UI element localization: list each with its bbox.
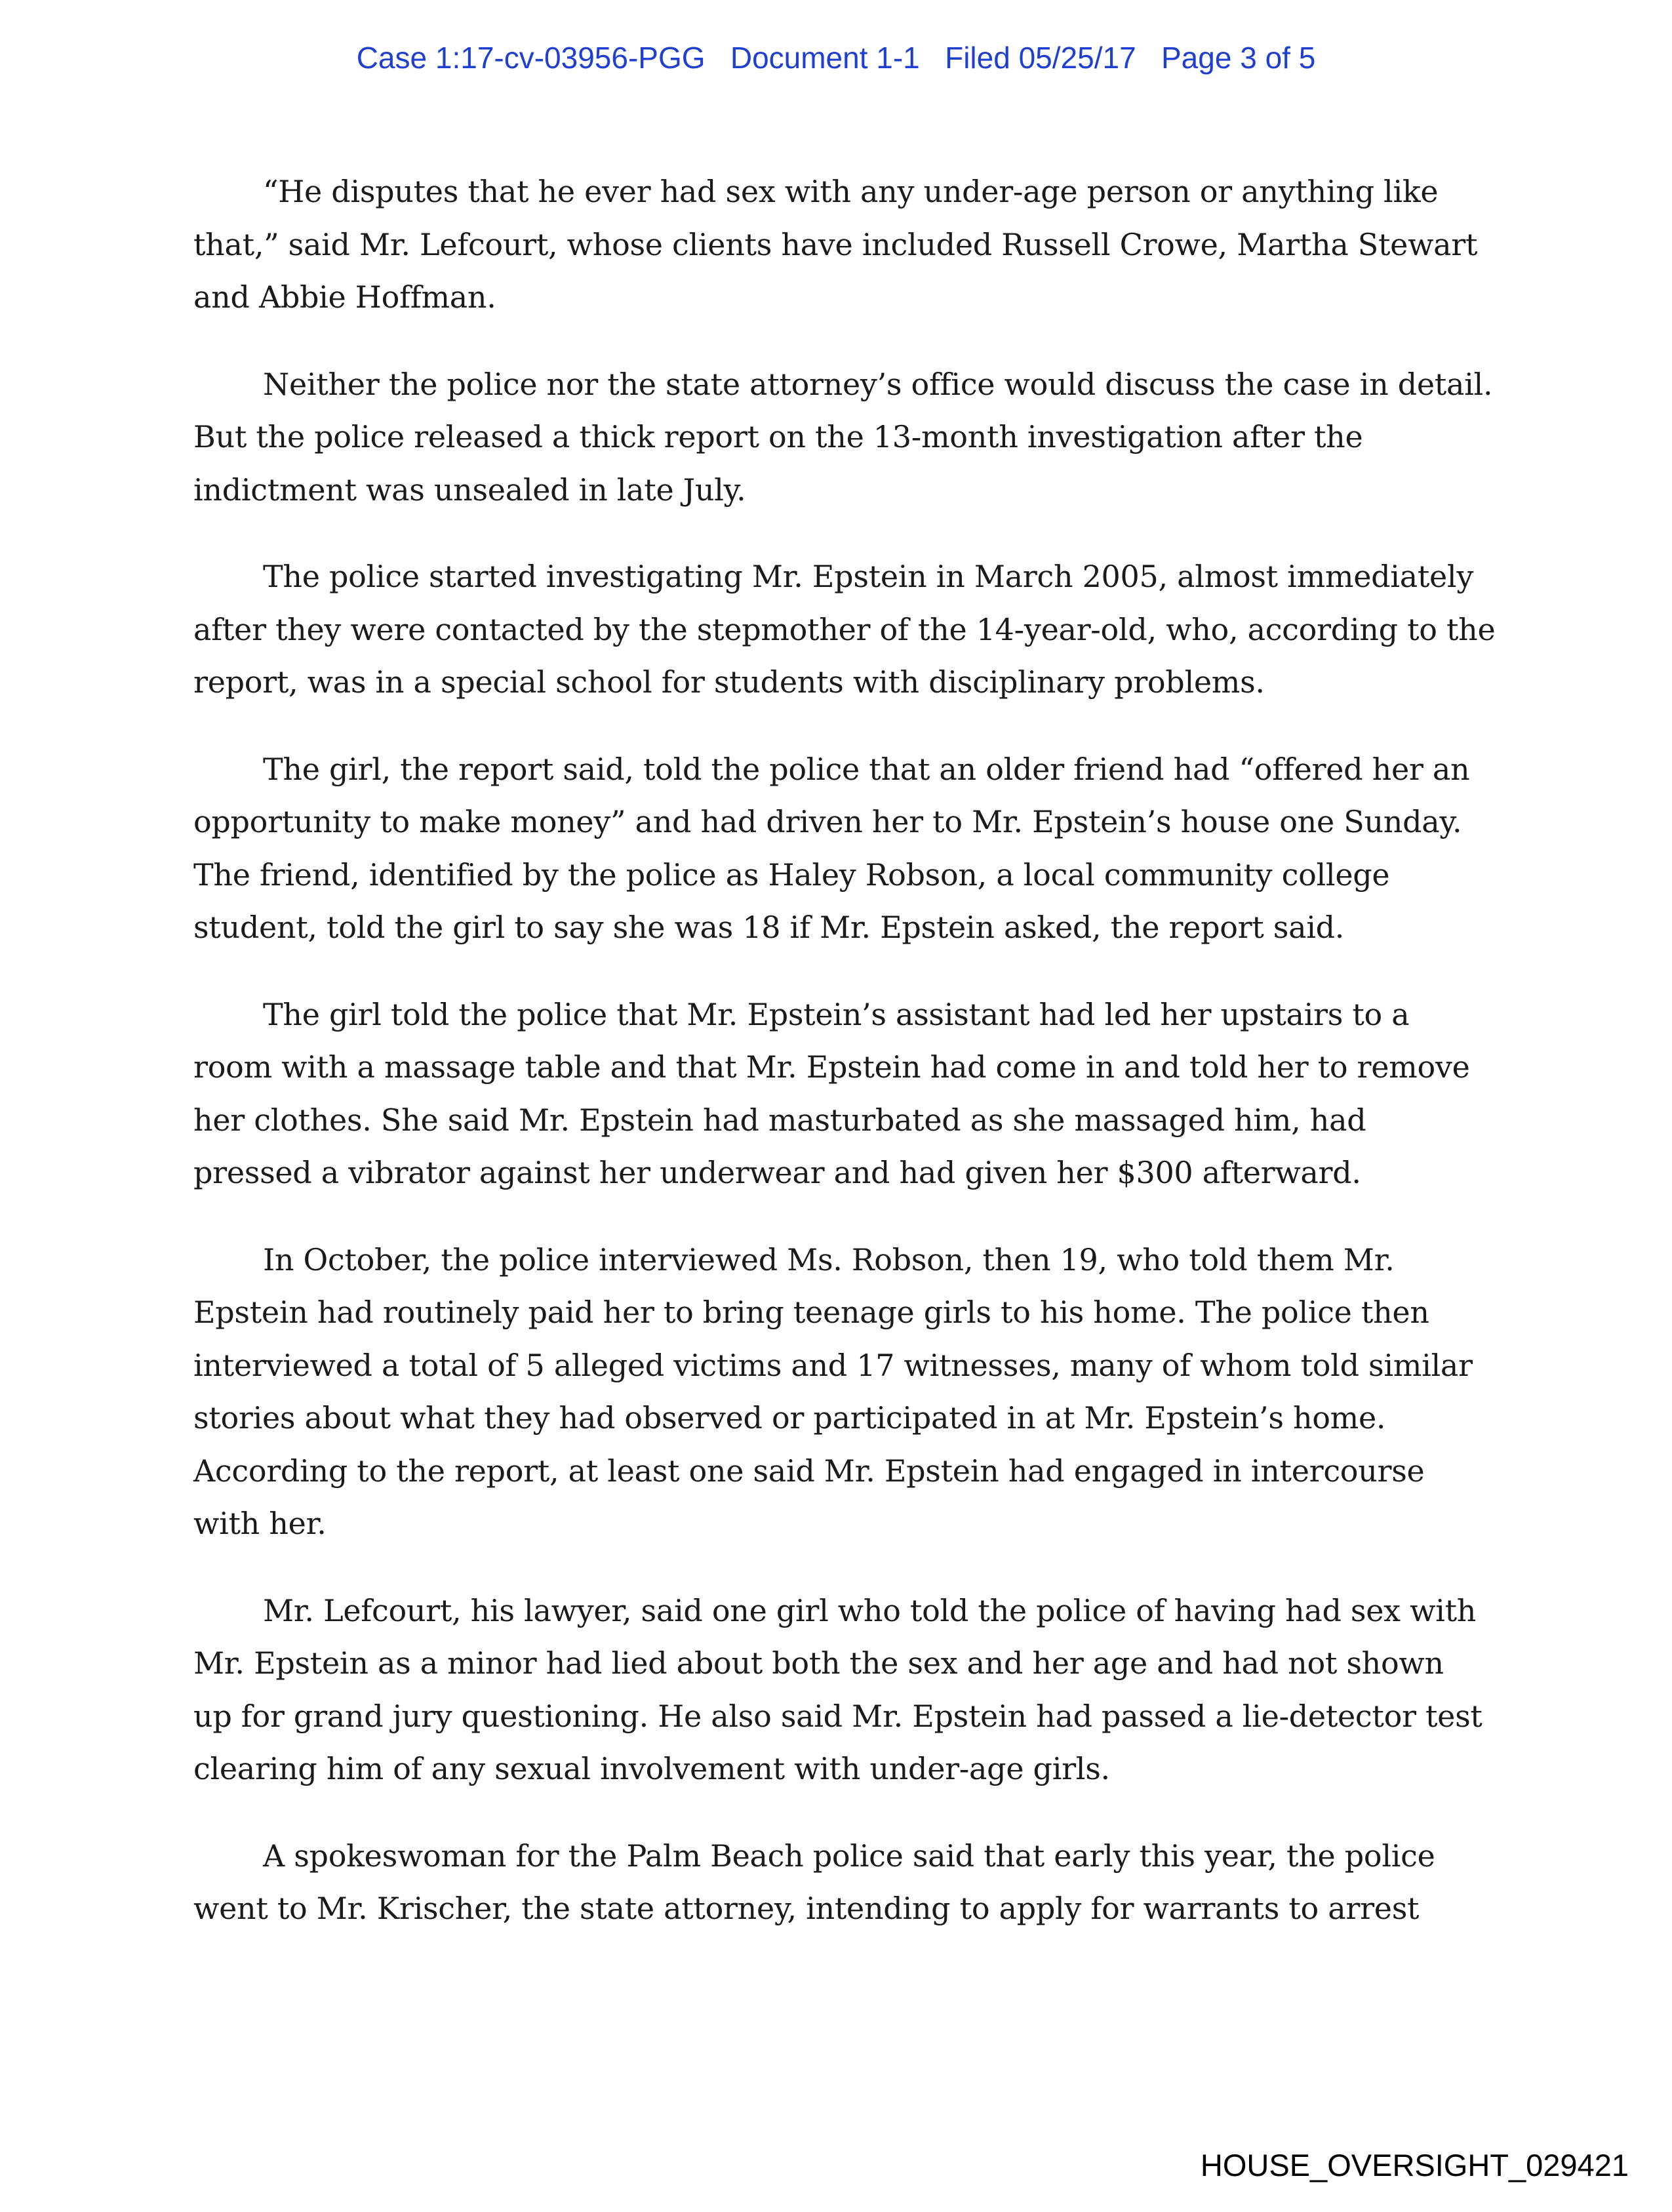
paragraph-line: that,” said Mr. Lefcourt, whose clients have included Russell Crowe, Martha Stewart bbox=[193, 226, 1478, 262]
paragraph-4 bbox=[193, 743, 1479, 954]
paragraph-6 bbox=[193, 1234, 1479, 1550]
paragraph-line: Neither the police nor the state attorney’s office would discuss the case in detail. bbox=[263, 366, 1493, 402]
paragraph-line: her clothes. She said Mr. Epstein had masturbated as she massaged him, had bbox=[193, 1102, 1366, 1138]
paragraph-3 bbox=[193, 550, 1496, 709]
paragraph-line: pressed a vibrator against her underwear and had given her $300 afterward. bbox=[193, 1155, 1361, 1190]
paragraph-line: The girl, the report said, told the police that an older friend had “offered her an bbox=[263, 751, 1470, 787]
paragraph-line: But the police released a thick report on the 13-month investigation after the bbox=[193, 419, 1363, 454]
paragraph-line: room with a massage table and that Mr. Epstein had come in and told her to remove bbox=[193, 1049, 1470, 1085]
paragraph-line: stories about what they had observed or participated in at Mr. Epstein’s home. bbox=[193, 1400, 1386, 1436]
article-body bbox=[193, 165, 1496, 1969]
paragraph-line: The girl told the police that Mr. Epstein’s assistant had led her upstairs to a bbox=[263, 996, 1410, 1032]
paragraph-line: “He disputes that he ever had sex with any under-age person or anything like bbox=[263, 174, 1439, 209]
paragraph-line: interviewed a total of 5 alleged victims and 17 witnesses, many of whom told similar bbox=[193, 1347, 1473, 1383]
paragraph-line: opportunity to make money” and had driven her to Mr. Epstein’s house one Sunday. bbox=[193, 804, 1462, 839]
bates-number: HOUSE_OVERSIGHT_029421 bbox=[1200, 2148, 1629, 2182]
paragraph-line: indictment was unsealed in late July. bbox=[193, 472, 746, 508]
paragraph-line: The friend, identified by the police as Haley Robson, a local community college bbox=[193, 856, 1390, 893]
paragraph-2 bbox=[193, 358, 1493, 517]
paragraph-line: Mr. Lefcourt, his lawyer, said one girl who told the police of having had sex with bbox=[263, 1592, 1477, 1628]
paragraph-line: after they were contacted by the stepmother of the 14-year-old, who, according to the bbox=[193, 611, 1496, 647]
paragraph-line: Mr. Epstein as a minor had lied about both the sex and her age and had not shown bbox=[193, 1645, 1444, 1681]
paragraph-5 bbox=[193, 988, 1479, 1199]
paragraph-line: In October, the police interviewed Ms. Robson, then 19, who told them Mr. bbox=[263, 1241, 1395, 1277]
paragraph-line: went to Mr. Krischer, the state attorney, intending to apply for warrants to arrest bbox=[193, 1891, 1420, 1926]
paragraph-line: report, was in a special school for students with disciplinary problems. bbox=[193, 664, 1265, 700]
paragraph-line: According to the report, at least one said Mr. Epstein had engaged in intercourse bbox=[193, 1453, 1425, 1489]
paragraph-line: and Abbie Hoffman. bbox=[193, 279, 496, 315]
paragraph-line: A spokeswoman for the Palm Beach police said that early this year, the police bbox=[263, 1838, 1435, 1874]
paragraph-7 bbox=[193, 1584, 1483, 1796]
paragraph-8 bbox=[193, 1830, 1479, 1935]
case-header: Case 1:17-cv-03956-PGG Document 1-1 Filed 05/25/17 Page 3 of 5 bbox=[356, 41, 1316, 75]
paragraph-line: clearing him of any sexual involvement with under-age girls. bbox=[193, 1751, 1110, 1786]
paragraph-line: with her. bbox=[193, 1506, 327, 1541]
paragraph-line: The police started investigating Mr. Epstein in March 2005, almost immediately bbox=[263, 559, 1474, 594]
paragraph-line: Epstein had routinely paid her to bring teenage girls to his home. The police then bbox=[193, 1295, 1429, 1330]
paragraph-line: student, told the girl to say she was 18 if Mr. Epstein asked, the report said. bbox=[193, 910, 1345, 945]
paragraph-1 bbox=[193, 165, 1479, 324]
paragraph-line: up for grand jury questioning. He also said Mr. Epstein had passed a lie-detector test bbox=[193, 1698, 1483, 1734]
